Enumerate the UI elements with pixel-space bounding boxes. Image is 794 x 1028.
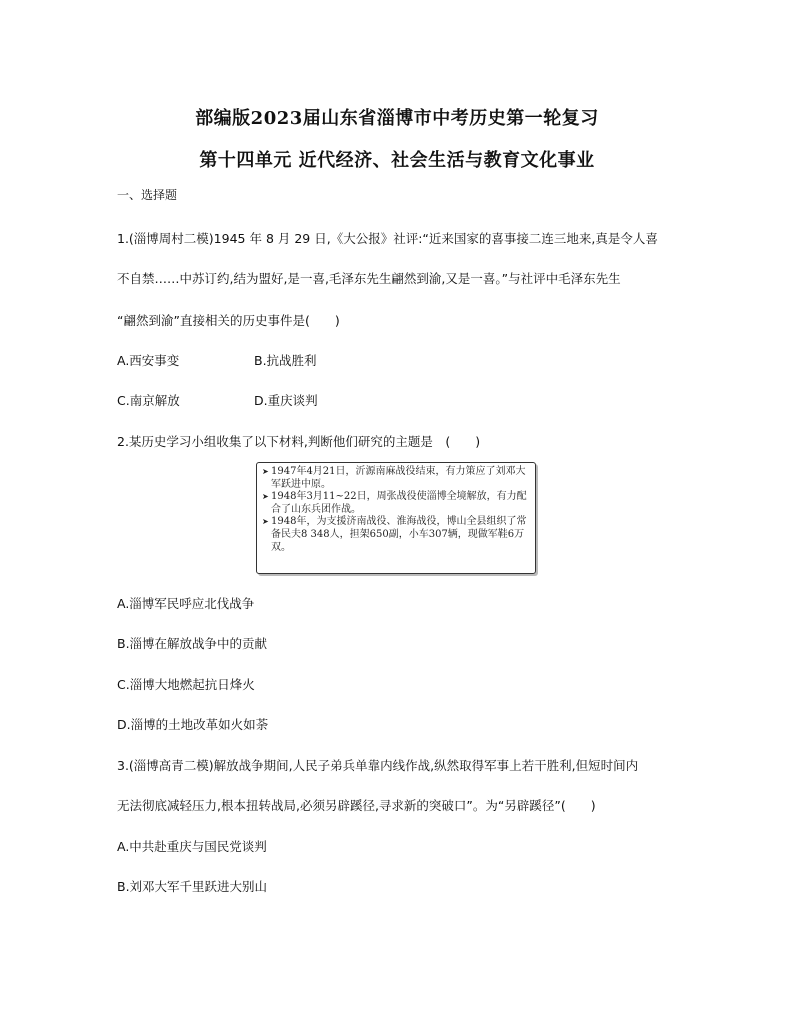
arrow-bullet-icon: ➤ [262, 492, 269, 502]
material-text: 1948年3月11~22日，周张战役使淄博全境解放，有力配合了山东兵团作战。 [271, 491, 527, 515]
section-heading: 一、选择题 [117, 188, 178, 202]
question-3-option-a[interactable]: A.中共赴重庆与国民党谈判 [117, 839, 267, 854]
question-3-line-1: 3.(淄博高青二模)解放战争期间,人民子弟兵单靠内线作战,纵然取得军事上若干胜利,但短时间内 [117, 758, 639, 773]
unit-title: 第十四单元 近代经济、社会生活与教育文化事业 [199, 150, 595, 171]
arrow-bullet-icon: ➤ [262, 467, 269, 476]
question-1-options-row-2 [117, 391, 318, 409]
question-3-line-2: 无法彻底减轻压力,根本扭转战局,必须另辟蹊径,寻求新的突破口”。为“另辟蹊径”( ) [117, 798, 596, 813]
question-3-option-b[interactable]: B.刘邓大军千里跃进大别山 [117, 879, 268, 894]
document-title: 部编版2023届山东省淄博市中考历史第一轮复习 [195, 108, 599, 129]
arrow-bullet-icon: ➤ [262, 517, 269, 527]
material-item [262, 466, 530, 491]
question-1-line-3: “翩然到渝”直接相关的历史事件是( ) [117, 313, 340, 328]
question-2-option-b[interactable]: B.淄博在解放战争中的贡献 [117, 636, 268, 651]
question-2-option-c[interactable]: C.淄博大地燃起抗日烽火 [117, 677, 255, 692]
material-text: 1948年，为支援济南战役、淮海战役，博山全县组织了常备民夫8 348人，担架650副，小车307辆，现做军鞋6万双。 [271, 516, 527, 553]
question-1-options-row-1 [117, 351, 317, 369]
material-item [262, 491, 530, 516]
question-2-option-d[interactable]: D.淄博的土地改革如火如荼 [117, 717, 269, 732]
question-1-option-d[interactable]: D.重庆谈判 [254, 393, 318, 408]
question-2-stem: 2.某历史学习小组收集了以下材料,判断他们研究的主题是 ( ) [117, 434, 481, 449]
question-1-line-1: 1.(淄博周村二模)1945 年 8 月 29 日,《大公报》社评:“近来国家的喜事接二连三地来,真是令人喜 [117, 231, 658, 246]
material-box [256, 462, 536, 574]
question-1-line-2: 不自禁……中苏订约,结为盟好,是一喜,毛泽东先生翩然到渝,又是一喜。”与社评中毛泽东先生 [117, 271, 621, 286]
material-text: 1947年4月21日，沂源南麻战役结束，有力策应了刘邓大军跃进中原。 [271, 466, 526, 490]
question-1-option-b[interactable]: B.抗战胜利 [254, 353, 317, 368]
question-2-option-a[interactable]: A.淄博军民呼应北伐战争 [117, 596, 255, 611]
question-1-option-c[interactable]: C.南京解放 [117, 393, 180, 408]
question-1-option-a[interactable]: A.西安事变 [117, 353, 180, 368]
material-item [262, 516, 530, 554]
